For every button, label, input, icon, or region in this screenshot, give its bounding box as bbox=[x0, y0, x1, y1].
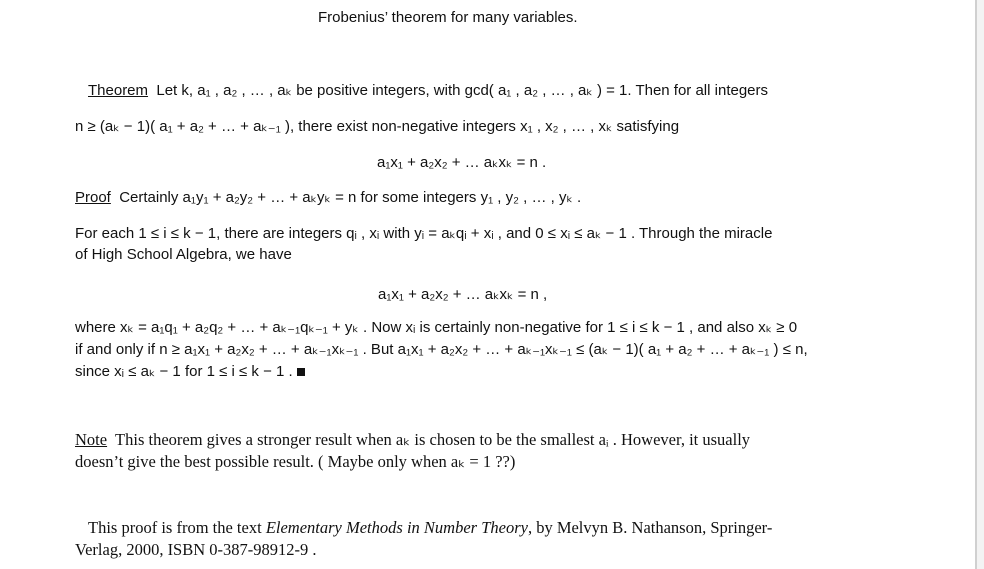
proof-para2-line-2: of High School Algebra, we have bbox=[75, 246, 292, 263]
source-line-2: Verlag, 2000, ISBN 0-387-98912-9 . bbox=[75, 540, 317, 559]
proof-para3-line-2: if and only if n ≥ a₁x₁ + a₂x₂ + … + aₖ₋₁xₖ₋₁ . But a₁x₁ + a₂x₂ + … + aₖ₋₁xₖ₋₁ ≤ (aₖ − 1)( a₁ + a₂ + … + aₖ₋₁ ) ≤ n, bbox=[75, 341, 808, 358]
source-book-title: Elementary Methods in Number Theory bbox=[265, 518, 528, 537]
note-line-1 bbox=[75, 430, 750, 450]
theorem-line-1 bbox=[88, 81, 768, 101]
theorem-equation: a₁x₁ + a₂x₂ + … aₖxₖ = n . bbox=[377, 154, 547, 171]
proof-para2-line-1: For each 1 ≤ i ≤ k − 1, there are integers qᵢ , xᵢ with yᵢ = aₖqᵢ + xᵢ , and 0 ≤ xᵢ ≤ aₖ − 1 . Through the miracle bbox=[75, 225, 773, 242]
note-text-1: This theorem gives a stronger result when aₖ is chosen to be the smallest aᵢ . However, it usually bbox=[115, 430, 751, 449]
theorem-line-2: n ≥ (aₖ − 1)( a₁ + a₂ + … + aₖ₋₁ ), there exist non-negative integers x₁ , x₂ , … , xₖ satisfying bbox=[75, 118, 680, 135]
theorem-text-1: Let k, a₁ , a₂ , … , aₖ be positive integers, with gcd( a₁ , a₂ , … , aₖ ) = 1. Then for all integers bbox=[156, 82, 769, 99]
proof-text-final: since xᵢ ≤ aₖ − 1 for 1 ≤ i ≤ k − 1 . bbox=[75, 363, 293, 380]
page-edge-divider bbox=[975, 0, 977, 569]
source-prefix: This proof is from the text bbox=[88, 518, 266, 537]
proof-para3-line-3 bbox=[75, 362, 305, 382]
note-line-2: doesn’t give the best possible result. ( Maybe only when aₖ = 1 ??) bbox=[75, 452, 516, 471]
qed-square-icon bbox=[297, 368, 305, 376]
document-title: Frobenius’ theorem for many variables. bbox=[318, 9, 578, 26]
note-label: Note bbox=[75, 430, 108, 449]
source-suffix: , by Melvyn B. Nathanson, Springer- bbox=[527, 518, 773, 537]
proof-text-1: Certainly a₁y₁ + a₂y₂ + … + aₖyₖ = n for some integers y₁ , y₂ , … , yₖ . bbox=[119, 189, 582, 206]
source-line-1 bbox=[88, 518, 772, 538]
proof-equation: a₁x₁ + a₂x₂ + … aₖxₖ = n , bbox=[378, 286, 548, 303]
proof-para3-line-1: where xₖ = a₁q₁ + a₂q₂ + … + aₖ₋₁qₖ₋₁ + yₖ . Now xᵢ is certainly non-negative for 1 ≤ i ≤ k − 1 , and also xₖ ≥ 0 bbox=[75, 319, 798, 336]
proof-label: Proof bbox=[75, 189, 111, 206]
theorem-label: Theorem bbox=[88, 82, 149, 99]
proof-line-1 bbox=[75, 188, 581, 208]
